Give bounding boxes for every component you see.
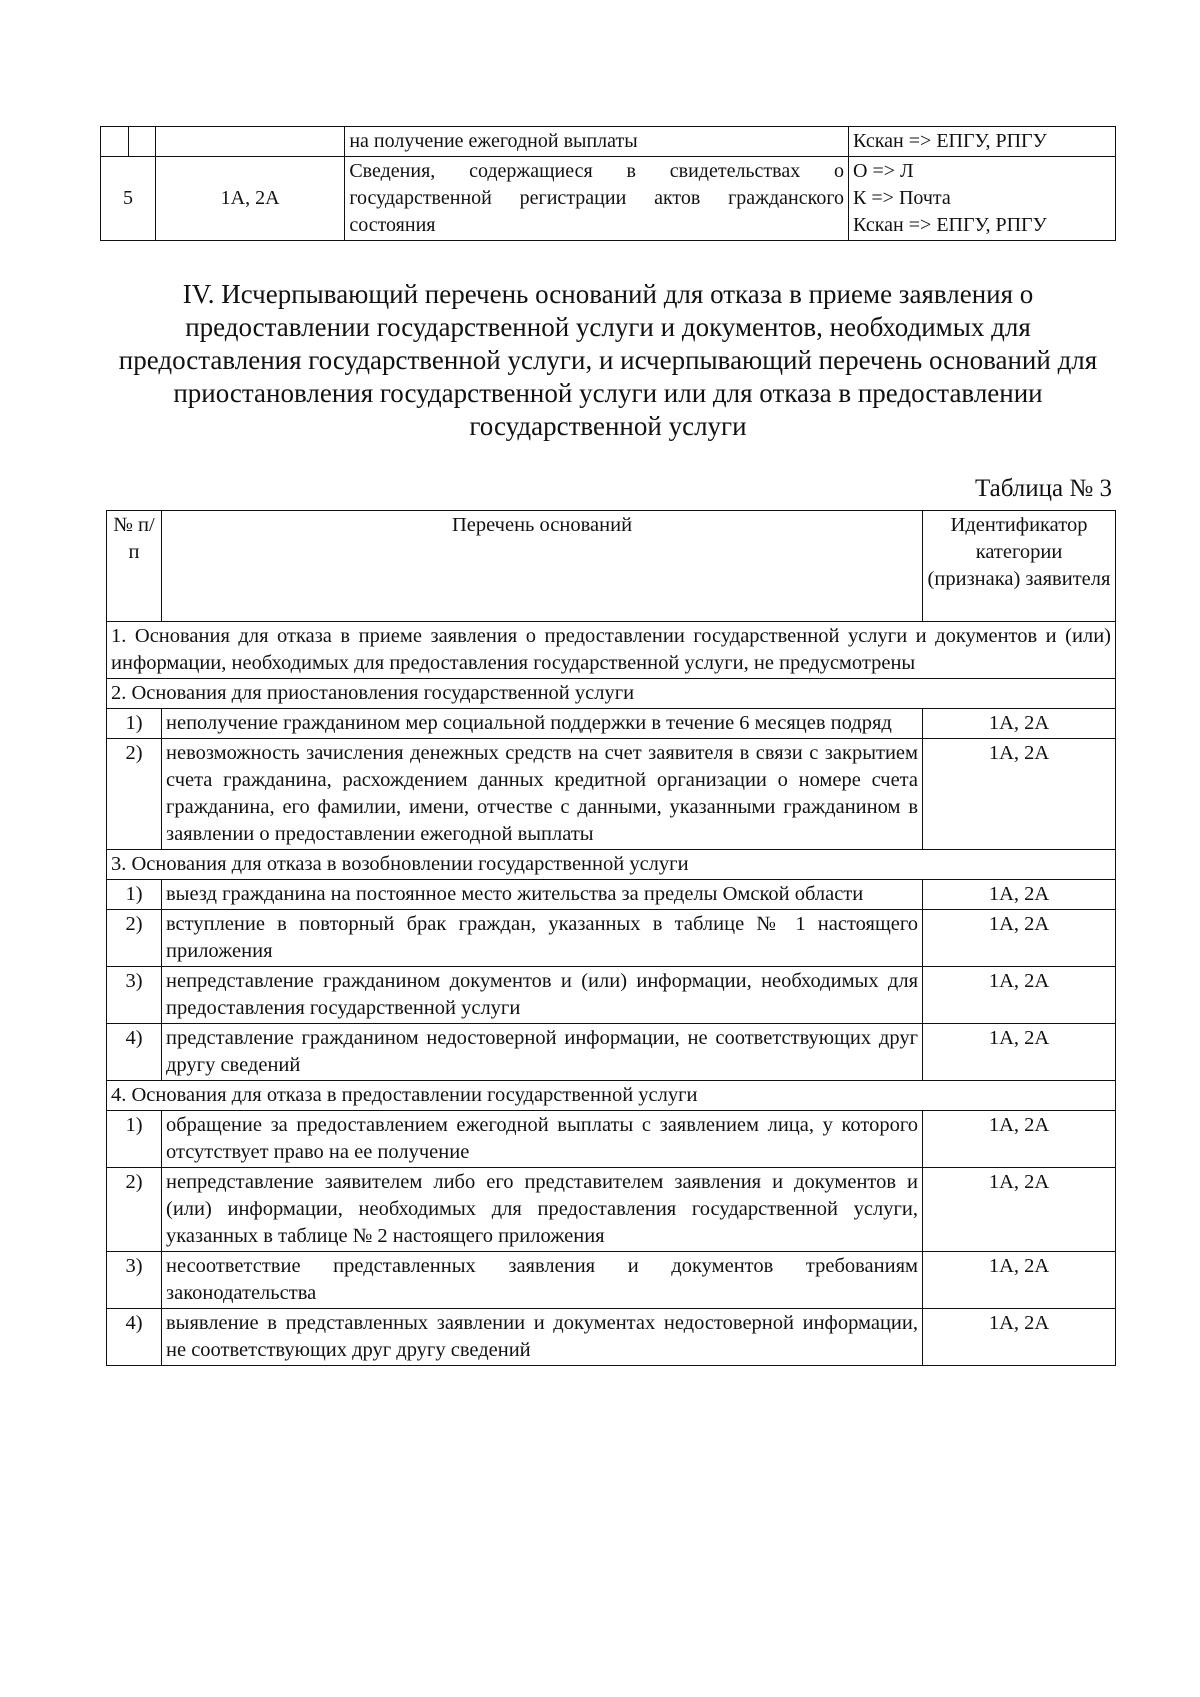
table-row — [107, 1252, 1116, 1309]
description-cell: Сведения, содержащиеся в свидетельствах о государственной регистрации актов гражданского состояния — [345, 157, 849, 241]
section-row — [107, 679, 1116, 709]
channel-line: О => Л — [853, 160, 914, 182]
item-text: непредставление гражданином документов и (или) информации, необходимых для предоставления государственной услуги — [162, 967, 923, 1024]
item-text: несоответствие представленных заявления и документов требованиям законодательства — [162, 1252, 923, 1309]
item-category: 1А, 2А — [923, 967, 1116, 1024]
table-row — [107, 1111, 1116, 1168]
table-row — [107, 967, 1116, 1024]
item-number: 1) — [107, 1111, 162, 1168]
item-text: непредставление заявителем либо его представителем заявления и документов и (или) информации, необходимых для предоставления государственной услуги, указанных в таблице № 2 настоящего приложения — [162, 1168, 923, 1252]
grounds-table — [106, 510, 1116, 1366]
section-row — [107, 622, 1116, 679]
header-number: № п/п — [107, 511, 162, 622]
item-number: 1) — [107, 709, 162, 739]
table-row — [107, 709, 1116, 739]
section-title: 2. Основания для приостановления государственной услуги — [107, 679, 1116, 709]
row-spacer-cell — [101, 127, 129, 157]
continued-table-row — [101, 157, 1116, 241]
item-number: 2) — [107, 910, 162, 967]
channels-cell — [849, 157, 1116, 241]
item-number: 2) — [107, 739, 162, 850]
description-cell: на получение ежегодной выплаты — [345, 127, 849, 157]
item-category: 1А, 2А — [923, 910, 1116, 967]
item-number: 2) — [107, 1168, 162, 1252]
table-row — [107, 1024, 1116, 1081]
item-text: обращение за предоставлением ежегодной выплаты с заявлением лица, у которого отсутствует право на ее получение — [162, 1111, 923, 1168]
table-caption: Таблица № 3 — [974, 475, 1112, 502]
item-category: 1А, 2А — [923, 1024, 1116, 1081]
channel-line: К => Почта — [853, 187, 951, 209]
item-text: представление гражданином недостоверной информации, не соответствующих друг другу сведений — [162, 1024, 923, 1081]
item-number: 1) — [107, 880, 162, 910]
item-category: 1А, 2А — [923, 709, 1116, 739]
channel-line: Кскан => ЕПГУ, РПГУ — [853, 214, 1047, 236]
table-row — [107, 1168, 1116, 1252]
section-row — [107, 850, 1116, 880]
item-number: 4) — [107, 1309, 162, 1366]
table-row — [107, 1309, 1116, 1366]
item-category: 1А, 2А — [923, 1168, 1116, 1252]
item-number: 4) — [107, 1024, 162, 1081]
category-cell — [155, 127, 344, 157]
item-number: 3) — [107, 1252, 162, 1309]
continued-table-row — [101, 127, 1116, 157]
item-category: 1А, 2А — [923, 1252, 1116, 1309]
item-text: выявление в представленных заявлении и документах недостоверной информации, не соответствующих друг другу сведений — [162, 1309, 923, 1366]
channel-line: Кскан => ЕПГУ, РПГУ — [853, 130, 1047, 152]
table-row — [107, 739, 1116, 850]
section-row — [107, 1081, 1116, 1111]
section-title: 3. Основания для отказа в возобновлении государственной услуги — [107, 850, 1116, 880]
table-header-row — [107, 511, 1116, 622]
item-text: невозможность зачисления денежных средств на счет заявителя в связи с закрытием счета гражданина, расхождением данных кредитной организации о номере счета гражданина, его фамилии, имени, отчестве с данными, указанными гражданином в заявлении о предоставлении ежегодной выплаты — [162, 739, 923, 850]
header-category: Идентификатор категории (признака) заявителя — [923, 511, 1116, 622]
item-category: 1А, 2А — [923, 1111, 1116, 1168]
channels-cell — [849, 127, 1116, 157]
category-cell: 1А, 2А — [155, 157, 344, 241]
item-number: 3) — [107, 967, 162, 1024]
table-row — [107, 910, 1116, 967]
item-category: 1А, 2А — [923, 880, 1116, 910]
section-title: 4. Основания для отказа в предоставлении государственной услуги — [107, 1081, 1116, 1111]
section-title: 1. Основания для отказа в приеме заявления о предоставлении государственной услуги и документов и (или) информации, необходимых для предоставления государственной услуги, не предусмотрены — [107, 622, 1116, 679]
item-category: 1А, 2А — [923, 739, 1116, 850]
item-text: вступление в повторный брак граждан, указанных в таблице № 1 настоящего приложения — [162, 910, 923, 967]
continued-table — [100, 126, 1116, 241]
item-category: 1А, 2А — [923, 1309, 1116, 1366]
header-reasons: Перечень оснований — [162, 511, 923, 622]
section-heading: IV. Исчерпывающий перечень оснований для отказа в приеме заявления о предоставлении государственной услуги и документов, необходимых для предоставления государственной услуги, и исчерпывающий перечень оснований для приостановления государственной услуги или для отказа в предоставлении государственной услуги — [118, 279, 1098, 441]
table-row — [107, 880, 1116, 910]
item-text: неполучение гражданином мер социальной поддержки в течение 6 месяцев подряд — [162, 709, 923, 739]
row-number-cell: 5 — [101, 157, 156, 241]
item-text: выезд гражданина на постоянное место жительства за пределы Омской области — [162, 880, 923, 910]
row-number-cell — [128, 127, 155, 157]
